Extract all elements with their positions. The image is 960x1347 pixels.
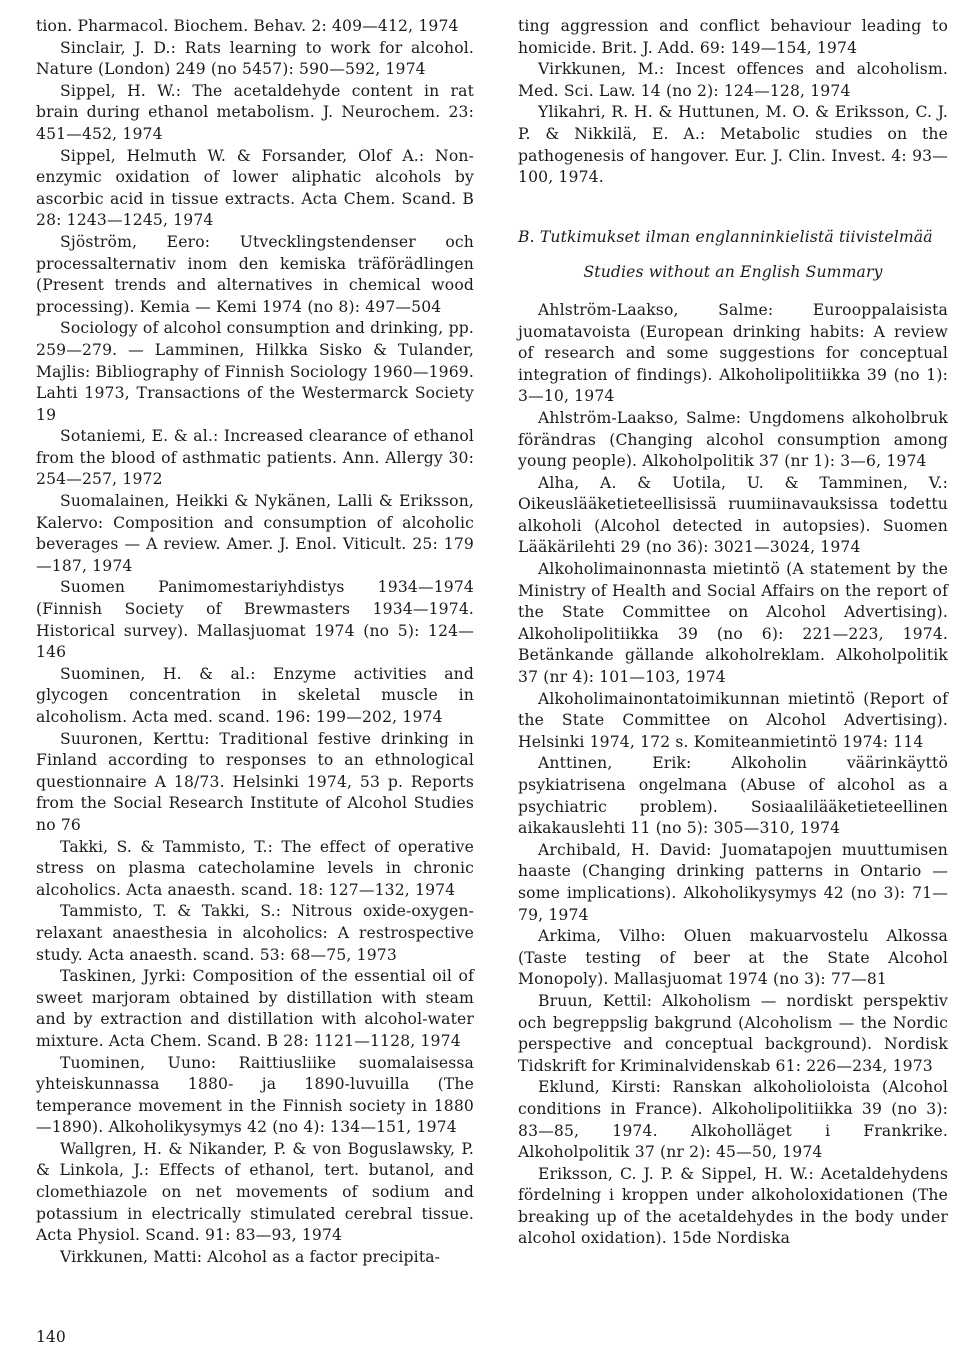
bibliography-entry: Bruun, Kettil: Alkoholism — nordiskt perspektiv och begreppslig bakgrund (Alcoholism — the Nordic perspective and conceptual background). Nordisk Tidskrift for Kriminalvidenskab 61: 226—234, 1973 xyxy=(518,991,948,1075)
bibliography-entry: Sinclair, J. D.: Rats learning to work for alcohol. Nature (London) 249 (no 5457): 590—592, 1974 xyxy=(36,38,474,79)
bibliography-entry: tion. Pharmacol. Biochem. Behav. 2: 409—412, 1974 xyxy=(36,17,459,35)
bibliography-entry: Ahlström-Laakso, Salme: Ungdomens alkoholbruk förändras (Changing alcohol consumption among young people). Alkoholpolitik 37 (nr 1): 3—6, 1974 xyxy=(518,408,948,471)
bibliography-entry: Alha, A. & Uotila, U. & Tamminen, V.: Oikeuslääketieteellisissä ruumiinavauksissa todettu alkoholi (Alcohol detected in autopsies). Suomen Lääkärilehti 29 (no 36): 3021—3024, 1974 xyxy=(518,473,948,557)
bibliography-entry: Tammisto, T. & Takki, S.: Nitrous oxide-oxygen-relaxant anaesthesia in alcoholics: A restrospective study. Acta anaesth. scand. 53: 68—75, 1973 xyxy=(36,902,474,964)
bibliography-entry: Sjöström, Eero: Utvecklingstendenser och processalternativ inom den kemiska träförädlingen (Present trends and alternatives in chemical wood processing). Kemia — Kemi 1974 (no 8): 497—504 xyxy=(36,232,474,316)
bibliography-entry: Archibald, H. David: Juomatapojen muuttumisen haaste (Changing drinking patterns in Ontario — some implications). Alkoholikysymys 42 (no 3): 71—79, 1974 xyxy=(518,840,948,924)
bibliography-entry: Virkkunen, M.: Incest offences and alcoholism. Med. Sci. Law. 14 (no 2): 124—128, 1974 xyxy=(518,60,948,100)
bibliography-entry: Ahlström-Laakso, Salme: Eurooppalaisista juomatavoista (European drinking habits: A review of research and some suggestions for conceptual integration of findings). Alkoholipolitiikka 39 (no 1): 3—10, 1974 xyxy=(518,300,948,406)
bibliography-entry: Sippel, H. W.: The acetaldehyde content in rat brain during ethanol metabolism. J. Neurochem. 23: 451—452, 1974 xyxy=(36,81,474,143)
bibliography-entry: Suomalainen, Heikki & Nykänen, Lalli & Eriksson, Kalervo: Composition and consumption of alcoholic beverages — A review. Amer. J. Enol. Viticult. 25: 179—187, 1974 xyxy=(36,492,474,575)
bibliography-entry: Ylikahri, R. H. & Huttunen, M. O. & Eriksson, C. J. P. & Nikkilä, E. A.: Metabolic studies on the pathogenesis of hangover. Eur. J. Clin. Invest. 4: 93—100, 1974. xyxy=(518,103,948,187)
bibliography-entry: Suominen, H. & al.: Enzyme activities and glycogen concentration in skeletal muscle in alcoholism. Acta med. scand. 196: 199—202, 1974 xyxy=(36,664,474,726)
section-heading: B. Tutkimukset ilman englanninkielistä tiivistelmää xyxy=(518,227,933,246)
bibliography-entry: Virkkunen, Matti: Alcohol as a factor precipita- xyxy=(60,1247,441,1266)
left-column xyxy=(36,16,474,1268)
bibliography-entry: Sociology of alcohol consumption and drinking, pp. 259—279. — Lamminen, Hilkka Sisko & Tulander, Majlis: Bibliography of Finnish Sociology 1960—1969. Lahti 1973, Transactions of the Westermarck Society 19 xyxy=(36,319,474,424)
bibliography-entry: Anttinen, Erik: Alkoholin väärinkäyttö psykiatrisena ongelmana (Abuse of alcohol as a psychiatric problem). Sosiaalilääketieteellinen aikakauslehti 11 (no 5): 305—310, 1974 xyxy=(518,754,948,838)
bibliography-entry: Suuronen, Kerttu: Traditional festive drinking in Finland according to responses to an ethnological questionnaire A 18/73. Helsinki 1974, 53 p. Reports from the Social Research Institute of Alcohol Studies no 76 xyxy=(36,729,474,834)
bibliography-entry: Takki, S. & Tammisto, T.: The effect of operative stress on plasma catecholamine levels in chronic alcoholics. Acta anaesth. scand. 18: 127—132, 1974 xyxy=(36,837,474,899)
page-number: 140 xyxy=(36,1328,66,1346)
bibliography-entry: ting aggression and conflict behaviour leading to homicide. Brit. J. Add. 69: 149—154, 1974 xyxy=(518,17,948,57)
bibliography-entry: Eklund, Kirsti: Ranskan alkoholioloista (Alcohol conditions in France). Alkoholipolitiikka 39 (no 3): 83—85, 1974. Alkoholläget i Frankrike. Alkoholpolitik 37 (nr 2): 45—50, 1974 xyxy=(518,1078,948,1162)
bibliography-entry: Suomen Panimomestariyhdistys 1934—1974 (Finnish Society of Brewmasters 1934—1974. Historical survey). Mallasjuomat 1974 (no 5): 124—146 xyxy=(36,578,474,662)
bibliography-entry: Alkoholimainonnasta mietintö (A statement by the Ministry of Health and Social Affairs on the report of the State Committee on Alcohol Advertising). Alkoholipolitiikka 39 (no 6): 221—223, 1974. Betänkande gällande alkoholreklam. Alkoholpolitik 37 (nr 4): 101—103, 1974 xyxy=(518,560,948,687)
bibliography-entry: Taskinen, Jyrki: Composition of the essential oil of sweet marjoram obtained by distillation with steam and by extraction and distillation with alcohol-water mixture. Acta Chem. Scand. B 28: 1121—1128, 1974 xyxy=(36,967,474,1050)
section-subheading: Studies without an English Summary xyxy=(583,263,883,282)
bibliography-entry: Alkoholimainontatoimikunnan mietintö (Report of the State Committee on Alcohol Advertising). Helsinki 1974, 172 s. Komiteanmietintö 1974: 114 xyxy=(518,689,948,751)
bibliography-entry: Wallgren, H. & Nikander, P. & von Boguslawsky, P. & Linkola, J.: Effects of ethanol, tert. butanol, and clomethiazole on net movements of sodium and potassium in electrically stimulated cerebral tissue. Acta Physiol. Scand. 91: 83—93, 1974 xyxy=(36,1139,474,1245)
bibliography-entry: Sotaniemi, E. & al.: Increased clearance of ethanol from the blood of asthmatic patients. Ann. Allergy 30: 254—257, 1972 xyxy=(36,427,474,489)
bibliography-entry: Eriksson, C. J. P. & Sippel, H. W.: Acetaldehydens fördelning i kroppen under alkoholoxidationen (The breaking up of the acetaldehydes in the body under alcohol oxidation). 15de Nordiska xyxy=(518,1164,948,1248)
right-column xyxy=(518,16,948,1250)
bibliography-entry: Tuominen, Uuno: Raittiusliike suomalaisessa yhteiskunnassa 1880- ja 1890-luvuilla (The temperance movement in the Finnish society in 1880—1890). Alkoholikysymys 42 (no 4): 134—151, 1974 xyxy=(36,1053,474,1137)
bibliography-entry: Sippel, Helmuth W. & Forsander, Olof A.: Non-enzymic oxidation of lower aliphatic alcohols by ascorbic acid in tissue extracts. Acta Chem. Scand. B 28: 1243—1245, 1974 xyxy=(36,146,474,230)
bibliography-entry: Arkima, Vilho: Oluen makuarvostelu Alkossa (Taste testing of beer at the State Alcohol Monopoly). Mallasjuomat 1974 (no 3): 77—81 xyxy=(518,927,948,989)
